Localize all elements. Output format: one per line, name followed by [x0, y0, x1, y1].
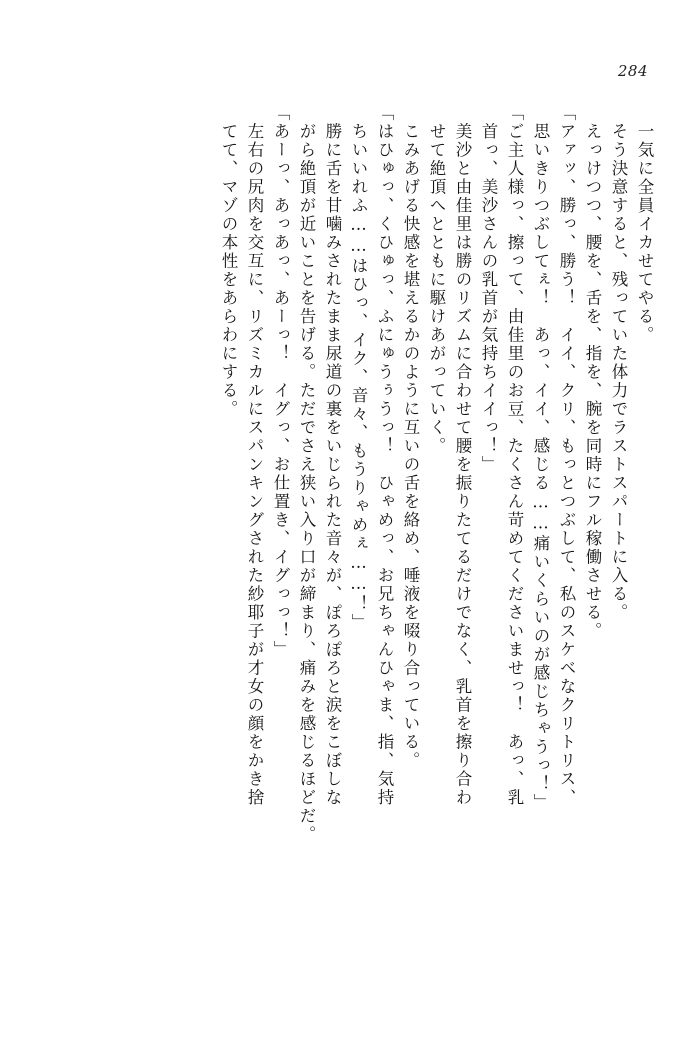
- text-line: こみあげる快感を堪えるかのように互いの舌を絡め、唾液を啜り合っている。: [401, 104, 420, 770]
- text-line: てて、マゾの本性をあらわにする。: [219, 104, 238, 419]
- text-line: えっけつつ、腰を、舌を、指を、腕を同時にフル稼働させる。: [583, 104, 602, 641]
- vertical-text-body: [54, 104, 652, 984]
- text-line: ちいいれふ……はひっ、イク、音々、もうりゃめぇ……！」: [349, 104, 368, 632]
- text-line: 「ご主人様っ、擦って、由佳里のお豆、たくさん苛めてくださいませっ！ あっ、乳: [505, 104, 524, 807]
- text-line: 「アァッ、勝っ、勝う！ イイ、クリ、もっとつぶして、私のスケベなクリトリス、: [557, 104, 576, 807]
- text-line: 思いきりつぶしてぇ！ あっ、イイ、感じる……痛いくらいのが感じちゃうっ！」: [531, 104, 550, 812]
- page-number: 284: [617, 62, 648, 80]
- text-line: がら絶頂が近いことを告げる。ただでさえ狭い入り口が締まり、痛みを感じるほどだ。: [297, 104, 316, 844]
- text-line: 「はひゅっ、くひゅっ、ふにゅうぅうっ！ ひゃめっ、お兄ちゃんひゃま、指、気持: [375, 104, 394, 807]
- text-line: 一気に全員イカせてやる。: [635, 104, 654, 345]
- text-line: 「あーっ、あっあっ、あーっ！ イグっ、お仕置き、イグっっ！」: [271, 104, 290, 659]
- text-line: せて絶頂へとともに駆けあがっていく。: [427, 104, 446, 456]
- text-line: 左右の尻肉を交互に、リズミカルにスパンキングされた紗耶子が才女の顔をかき捨: [245, 104, 264, 807]
- text-line: 勝に舌を甘噛みされたまま尿道の裏をいじられた音々が、ぽろぽろと涙をこぼしな: [323, 104, 342, 807]
- text-line: 首っ、美沙さんの乳首が気持ちイイっ！」: [479, 104, 498, 474]
- text-line: 美沙と由佳里は勝のリズムに合わせて腰を振りたてるだけでなく、乳首を擦り合わ: [453, 104, 472, 807]
- text-line: そう決意すると、残っていた体力でラストスパートに入る。: [609, 104, 628, 622]
